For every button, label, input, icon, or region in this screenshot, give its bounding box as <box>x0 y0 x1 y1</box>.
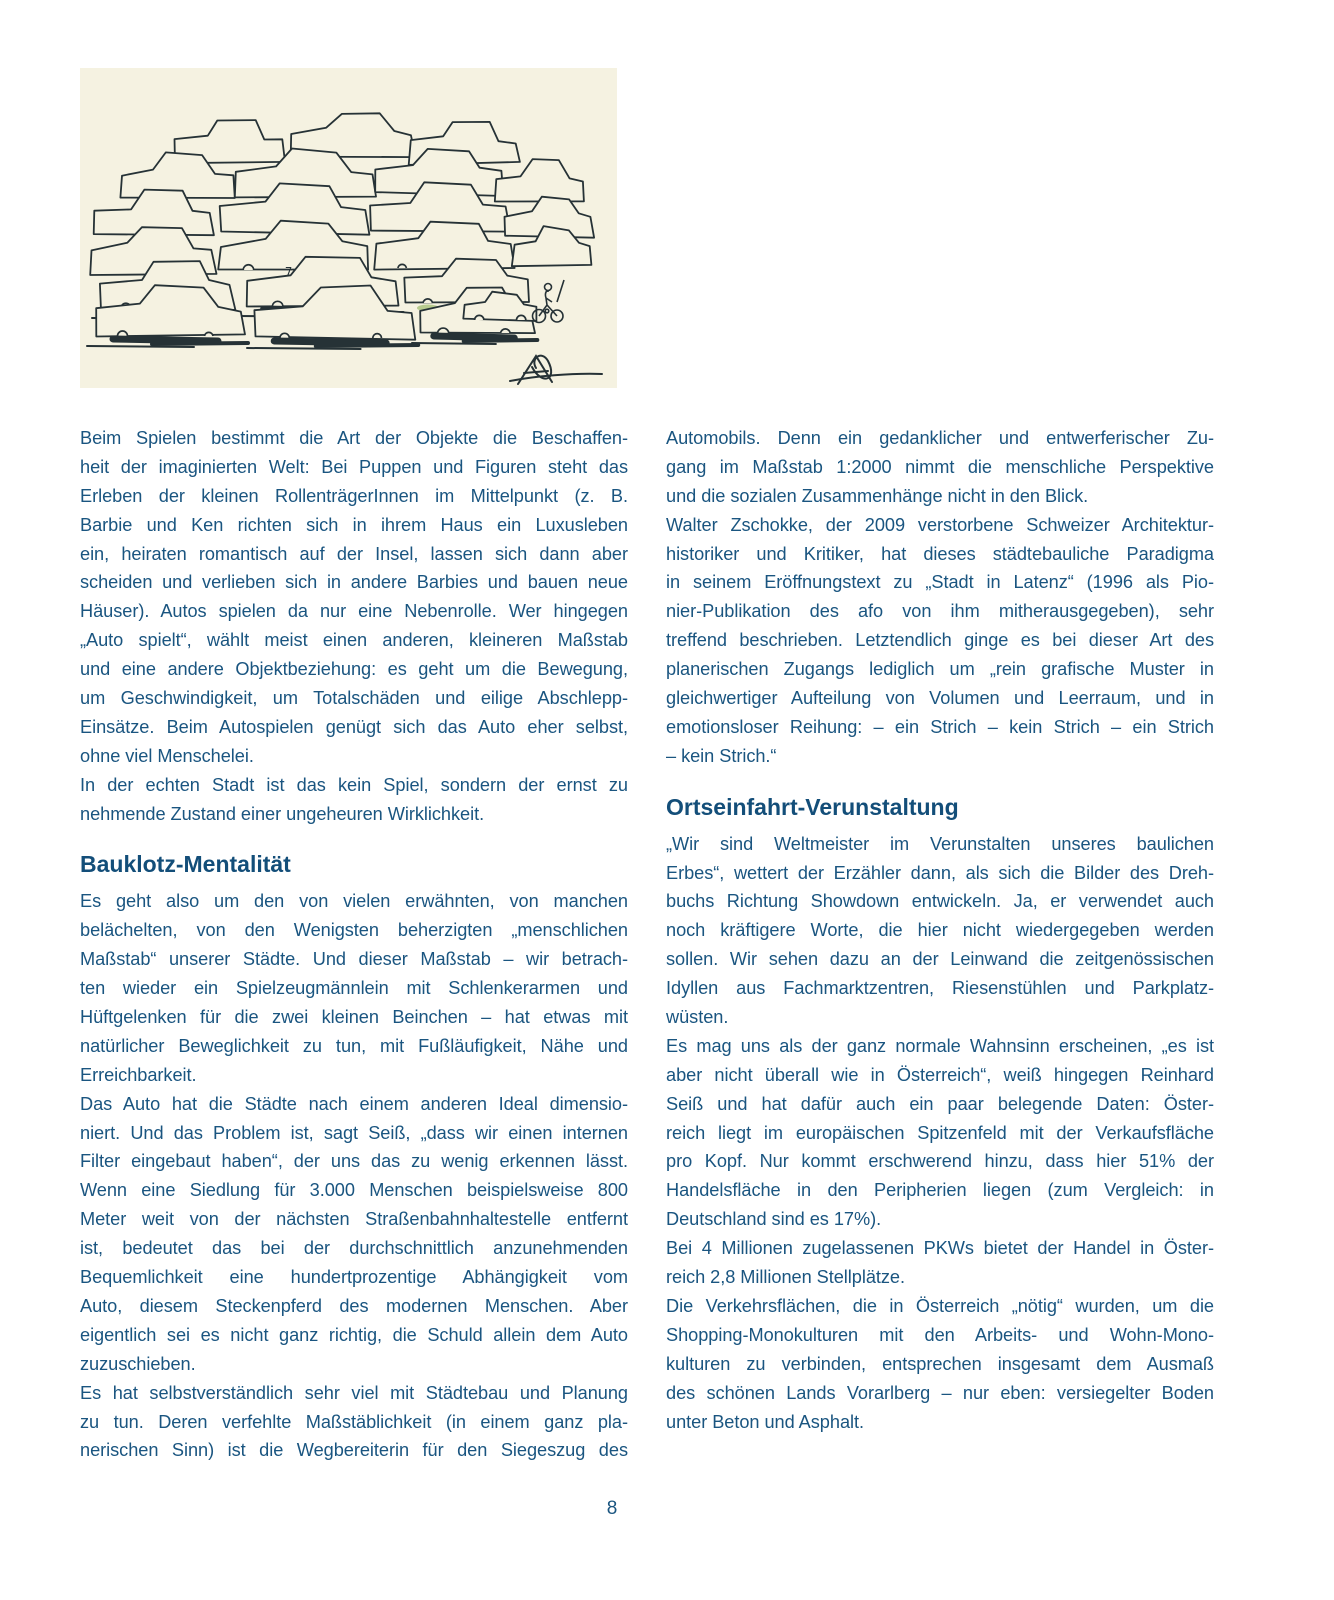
text-line: Es mag uns als der ganz normale Wahnsinn erscheinen, „es ist <box>666 1035 1214 1056</box>
text-line: Shopping-Monokulturen mit den Arbeits- und Wohn-Mono- <box>666 1324 1214 1345</box>
text-line: Das Auto hat die Städte nach einem anderen Ideal dimensio- <box>80 1093 628 1114</box>
text-line: nehmende Zustand einer ungeheuren Wirklichkeit. <box>80 803 485 824</box>
text-line: Barbie und Ken richten sich in ihrem Haus ein Luxusleben <box>80 514 628 535</box>
text-line: planerischen Zugangs lediglich um „rein grafische Muster in <box>666 659 1214 680</box>
text-line: historiker und Kritiker, hat dieses städtebauliche Paradigma <box>666 543 1214 564</box>
text-line: wüsten. <box>666 1007 729 1028</box>
paragraph <box>80 771 628 829</box>
paragraph <box>80 1090 628 1379</box>
page-number: 8 <box>606 1498 618 1519</box>
traffic-jam-sketch <box>80 68 617 388</box>
text-line: buchs Richtung Showdown entwickeln. Ja, er verwendet auch <box>666 891 1214 912</box>
text-line: „Wir sind Weltmeister im Verunstalten unseres baulichen <box>666 833 1214 854</box>
text-line: heit der imaginierten Welt: Bei Puppen und Figuren steht das <box>80 456 628 477</box>
paragraph <box>666 1032 1214 1234</box>
text-line: Auto, diesem Steckenpferd des modernen Menschen. Aber <box>80 1295 628 1316</box>
text-line: gang im Maßstab 1:2000 nimmt die menschliche Perspektive <box>666 456 1214 477</box>
text-line: ist, bedeutet das bei der durchschnittlich anzunehmenden <box>80 1238 628 1259</box>
text-line: Hüftgelenken für die zwei kleinen Beinchen – hat etwas mit <box>80 1007 628 1028</box>
text-line: Idyllen aus Fachmarktzentren, Riesenstühlen und Parkplatz- <box>666 978 1214 999</box>
paragraph <box>80 1379 628 1466</box>
text-line: emotionsloser Reihung: – ein Strich – kein Strich – ein Strich <box>666 716 1214 737</box>
section-heading: Ortseinfahrt-Verunstaltung <box>666 793 959 820</box>
left-column <box>80 424 628 1465</box>
text-line: Walter Zschokke, der 2009 verstorbene Schweizer Architektur- <box>666 514 1214 535</box>
paragraph <box>80 424 628 771</box>
text-line: Häuser). Autos spielen da nur eine Nebenrolle. Wer hingegen <box>80 601 628 622</box>
text-line: ohne viel Menschelei. <box>80 745 254 766</box>
paragraph <box>666 830 1214 1032</box>
text-line: ein, heiraten romantisch auf der Insel, lassen sich dann aber <box>80 543 628 564</box>
sketch-detail-7: 7 <box>285 265 293 279</box>
text-line: und eine andere Objektbeziehung: es geht um die Bewegung, <box>80 659 628 680</box>
traffic-sketch-illustration <box>80 68 617 388</box>
text-line: Wenn eine Siedlung für 3.000 Menschen beispielsweise 800 <box>80 1180 628 1201</box>
text-line: Deutschland sind es 17%). <box>666 1209 882 1230</box>
text-line: Es geht also um den von vielen erwähnten, von manchen <box>80 891 628 912</box>
text-line: Bei 4 Millionen zugelassenen PKWs bietet der Handel in Öster- <box>666 1238 1214 1259</box>
text-line: und die sozialen Zusammenhänge nicht in den Blick. <box>666 485 1089 506</box>
text-line: Einsätze. Beim Autospielen genügt sich das Auto eher selbst, <box>80 716 628 737</box>
text-line: kulturen zu verbinden, entsprechen insgesamt dem Ausmaß <box>666 1353 1214 1374</box>
text-line: Erbes“, wettert der Erzähler dann, als sich die Bilder des Dreh- <box>666 862 1214 883</box>
text-line: gleichwertiger Aufteilung von Volumen und Leerraum, und in <box>666 688 1214 709</box>
text-line: noch kräftigere Worte, die hier nicht wiedergegeben werden <box>666 920 1214 941</box>
text-columns <box>80 424 1214 1465</box>
text-line: Es hat selbstverständlich sehr viel mit Städtebau und Planung <box>80 1382 628 1403</box>
text-line: Erreichbarkeit. <box>80 1064 197 1085</box>
text-line: ten wieder ein Spielzeugmännlein mit Schlenkerarmen und <box>80 978 628 999</box>
text-line: reich 2,8 Millionen Stellplätze. <box>666 1267 906 1288</box>
text-line: „Auto spielt“, wählt meist einen anderen, kleineren Maßstab <box>80 630 628 651</box>
paragraph <box>80 887 628 1089</box>
text-line: des schönen Lands Vorarlberg – nur eben: versiegelter Boden <box>666 1382 1214 1403</box>
text-line: Handelsfläche in den Peripherien liegen (zum Vergleich: in <box>666 1180 1214 1201</box>
right-column <box>666 424 1214 1465</box>
text-line: In der echten Stadt ist das kein Spiel, sondern der ernst zu <box>80 774 628 795</box>
text-line: unter Beton und Asphalt. <box>666 1411 865 1432</box>
text-line: um Geschwindigkeit, um Totalschäden und eilige Abschlepp- <box>80 688 628 709</box>
text-line: Filter eingebaut haben“, der uns das zu wenig erkennen lässt. <box>80 1151 628 1172</box>
text-line: sollen. Wir sehen dazu an der Leinwand die zeitgenössischen <box>666 949 1214 970</box>
text-line: Erleben der kleinen RollenträgerInnen im Mittelpunkt (z. B. <box>80 485 628 506</box>
text-line: in seinem Eröffnungstext zu „Stadt in Latenz“ (1996 als Pio- <box>666 572 1214 593</box>
text-line: reich liegt im europäischen Spitzenfeld mit der Verkaufsfläche <box>666 1122 1214 1143</box>
text-line: zu tun. Deren verfehlte Maßstäblichkeit (in einem ganz pla- <box>80 1411 628 1432</box>
text-line: Bequemlichkeit eine hundertprozentige Abhängigkeit vom <box>80 1267 628 1288</box>
text-line: nerischen Sinn) ist die Wegbereiterin für den Siegeszug des <box>80 1440 628 1461</box>
paragraph <box>666 511 1214 771</box>
paragraph <box>666 424 1214 511</box>
text-line: Automobils. Denn ein gedanklicher und entwerferischer Zu- <box>666 428 1214 448</box>
text-line: niert. Und das Problem ist, sagt Seiß, „dass wir einen internen <box>80 1122 628 1143</box>
text-line: treffend beschrieben. Letztendlich ginge es bei dieser Art des <box>666 630 1214 651</box>
text-line: belächelten, von den Wenigsten beherzigten „menschlichen <box>80 920 628 941</box>
text-line: Beim Spielen bestimmt die Art der Objekte die Beschaffen- <box>80 428 628 448</box>
section-heading: Bauklotz-Mentalität <box>80 851 291 878</box>
text-line: scheiden und verlieben sich in andere Barbies und bauen neue <box>80 572 628 593</box>
text-line: pro Kopf. Nur kommt erschwerend hinzu, dass hier 51% der <box>666 1151 1214 1172</box>
text-line: nier-Publikation des afo von ihm mitherausgegeben), sehr <box>666 601 1214 622</box>
paragraph <box>666 1292 1214 1436</box>
text-line: aber nicht überall wie in Österreich“, weiß hingegen Reinhard <box>666 1064 1214 1085</box>
text-line: Die Verkehrsflächen, die in Österreich „nötig“ wurden, um die <box>666 1295 1214 1316</box>
text-line: eigentlich sei es nicht ganz richtig, die Schuld allein dem Auto <box>80 1324 628 1345</box>
text-line: – kein Strich.“ <box>666 745 777 766</box>
text-line: Seiß und hat dafür auch ein paar belegende Daten: Öster- <box>666 1093 1214 1114</box>
paragraph <box>666 1234 1214 1292</box>
text-line: natürlicher Beweglichkeit zu tun, mit Fußläufigkeit, Nähe und <box>80 1035 628 1056</box>
text-line: Meter weit von der nächsten Straßenbahnhaltestelle entfernt <box>80 1209 628 1230</box>
text-line: zuzuschieben. <box>80 1353 196 1374</box>
text-line: Maßstab“ unserer Städte. Und dieser Maßstab – wir betrach- <box>80 949 628 970</box>
